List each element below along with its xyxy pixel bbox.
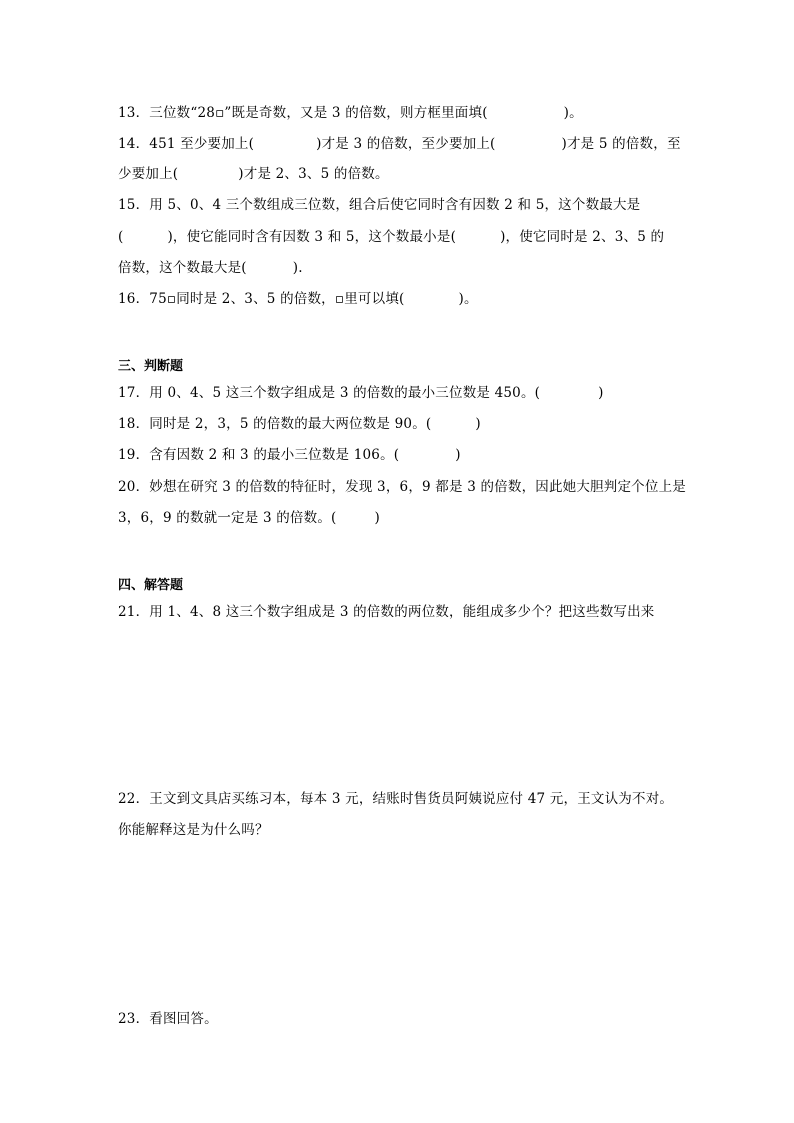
question-23: [118, 1010, 218, 1028]
q14-text-b: )才是 3 的倍数，至少要加上(: [316, 136, 496, 152]
question-22-line-2: [118, 821, 269, 839]
q22-text-a: 22．王文到文具店买练习本，每本 3 元，结账时售货员阿姨说应付 47 元，王文认为不对。: [118, 791, 674, 807]
q22-text-b: 你能解释这是为什么吗？: [118, 822, 269, 838]
q14-text-a: 14．451 至少要加上(: [118, 136, 255, 152]
question-19: [118, 446, 461, 464]
q18-text-b: ): [475, 416, 481, 432]
q18-text-a: 18．同时是 2，3，5 的倍数的最大两位数是 90。(: [118, 416, 432, 432]
question-16: [118, 290, 478, 308]
q15-text-a: 15．用 5、0、4 三个数组成三位数，组合后使它同时含有因数 2 和 5，这个数最大是: [118, 197, 641, 213]
question-15-line-2: [118, 228, 664, 246]
question-15-line-1: [118, 196, 640, 214]
box-placeholder: ▫: [166, 291, 177, 307]
q19-text-b: ): [455, 447, 461, 463]
q14-text-c: )才是 5 的倍数，至: [561, 136, 681, 152]
q21-text: 21．用 1、4、8 这三个数字组成是 3 的倍数的两位数，能组成多少个？把这些数写出来: [118, 604, 655, 620]
q15-text-e: 倍数，这个数最大是(: [118, 260, 247, 276]
q19-text-a: 19．含有因数 2 和 3 的最小三位数是 106。(: [118, 447, 400, 463]
q17-text-a: 17．用 0、4、5 这三个数字组成是 3 的倍数的最小三位数是 450。(: [118, 385, 541, 401]
question-14-line-1: [118, 135, 681, 153]
q13-text-c: )。: [563, 105, 583, 121]
section-3-heading: 三、判断题: [118, 359, 184, 374]
q20-text-b: 3，6，9 的数就一定是 3 的倍数。(: [118, 510, 337, 526]
box-placeholder: ▫: [334, 291, 345, 307]
section-4-heading: 四、解答题: [118, 578, 184, 593]
question-15-line-3: [118, 259, 303, 277]
q15-text-b: (: [118, 229, 124, 245]
q20-text-c: ): [374, 510, 380, 526]
q16-text-a: 16．75: [118, 291, 167, 307]
q15-text-c: )，使它能同时含有因数 3 和 5，这个数最小是(: [167, 229, 457, 245]
q23-text: 23．看图回答。: [118, 1011, 218, 1027]
q15-text-f: ).: [292, 260, 303, 276]
q17-text-b: ): [598, 385, 604, 401]
question-22-line-1: [118, 790, 673, 808]
q13-text-b: ”既是奇数，又是 3 的倍数，则方框里面填(: [224, 105, 488, 121]
question-20-line-2: [118, 509, 380, 527]
question-20-line-1: [118, 478, 686, 496]
q15-text-d: )，使它同时是 2、3、5 的: [500, 229, 665, 245]
q16-text-b: 同时是 2、3、5 的倍数，: [176, 291, 335, 307]
q14-text-e: )才是 2、3、5 的倍数。: [238, 166, 389, 182]
q14-text-d: 少要加上(: [118, 166, 179, 182]
q13-text-a: 13．三位数“28: [118, 105, 216, 121]
question-17: [118, 384, 604, 402]
q16-text-c: 里可以填(: [344, 291, 405, 307]
q20-text-a: 20．妙想在研究 3 的倍数的特征时，发现 3，6，9 都是 3 的倍数，因此她大胆判定个位上是: [118, 479, 686, 495]
question-13: [118, 104, 583, 122]
question-14-line-2: [118, 165, 389, 183]
question-21: [118, 603, 655, 621]
box-placeholder: ▫: [215, 105, 225, 121]
question-18: [118, 415, 481, 433]
q16-text-d: )。: [458, 291, 478, 307]
